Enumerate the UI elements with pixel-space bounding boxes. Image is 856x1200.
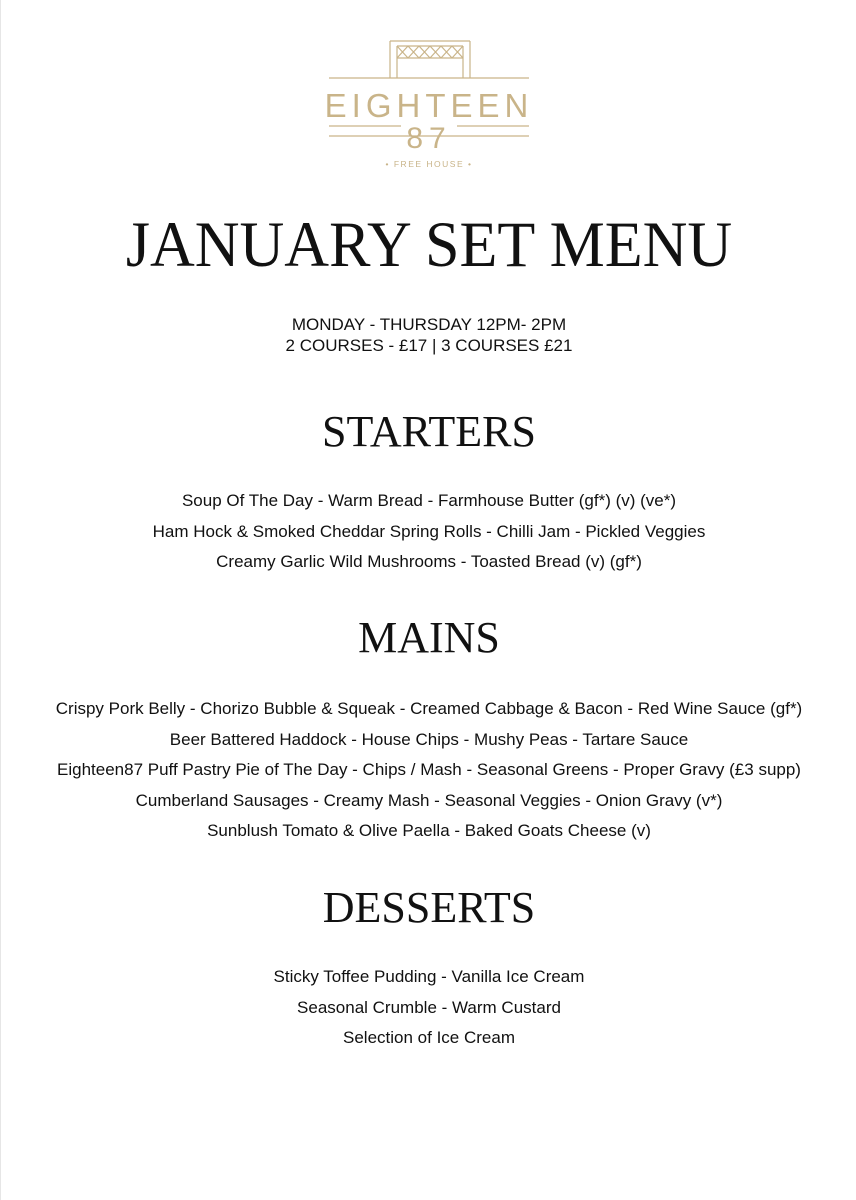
menu-item: Sticky Toffee Pudding - Vanilla Ice Cream: [273, 967, 585, 986]
logo-name: EIGHTEEN: [324, 87, 534, 124]
desserts-heading: DESSERTS: [322, 883, 536, 932]
menu-item: Selection of Ice Cream: [343, 1028, 515, 1047]
menu-item: Cumberland Sausages - Creamy Mash - Seasonal Veggies - Onion Gravy (v*): [135, 790, 723, 810]
menu-item: Ham Hock & Smoked Cheddar Spring Rolls - Chilli Jam - Pickled Veggies: [152, 521, 706, 541]
course-prices: 2 COURSES - £17 | 3 COURSES £21: [285, 336, 573, 355]
menu-item: Creamy Garlic Wild Mushrooms - Toasted Bread (v) (gf*): [216, 552, 642, 571]
service-hours: MONDAY - THURSDAY 12PM- 2PM: [291, 315, 567, 334]
logo-number: 87: [406, 122, 452, 155]
menu-title: JANUARY SET MENU: [125, 209, 733, 281]
logo-subtitle: • FREE HOUSE •: [385, 159, 473, 169]
menu-item: Eighteen87 Puff Pastry Pie of The Day - Chips / Mash - Seasonal Greens - Proper Gravy (£3 supp): [57, 760, 801, 779]
mains-list: [1, 694, 856, 847]
desserts-list: [1, 962, 856, 1054]
menu-item: Sunblush Tomato & Olive Paella - Baked Goats Cheese (v): [207, 821, 651, 840]
menu-item: Crispy Pork Belly - Chorizo Bubble & Squeak - Creamed Cabbage & Bacon - Red Wine Sauce (gf*): [55, 699, 803, 718]
eighteen87-logo: [1, 38, 856, 178]
menu-item: Soup Of The Day - Warm Bread - Farmhouse Butter (gf*) (v) (ve*): [181, 491, 677, 510]
starters-list: [1, 486, 856, 578]
mains-heading: MAINS: [358, 613, 500, 662]
menu-item: Beer Battered Haddock - House Chips - Mushy Peas - Tartare Sauce: [169, 729, 689, 749]
menu-item: Seasonal Crumble - Warm Custard: [297, 997, 561, 1017]
starters-heading: STARTERS: [322, 407, 536, 456]
